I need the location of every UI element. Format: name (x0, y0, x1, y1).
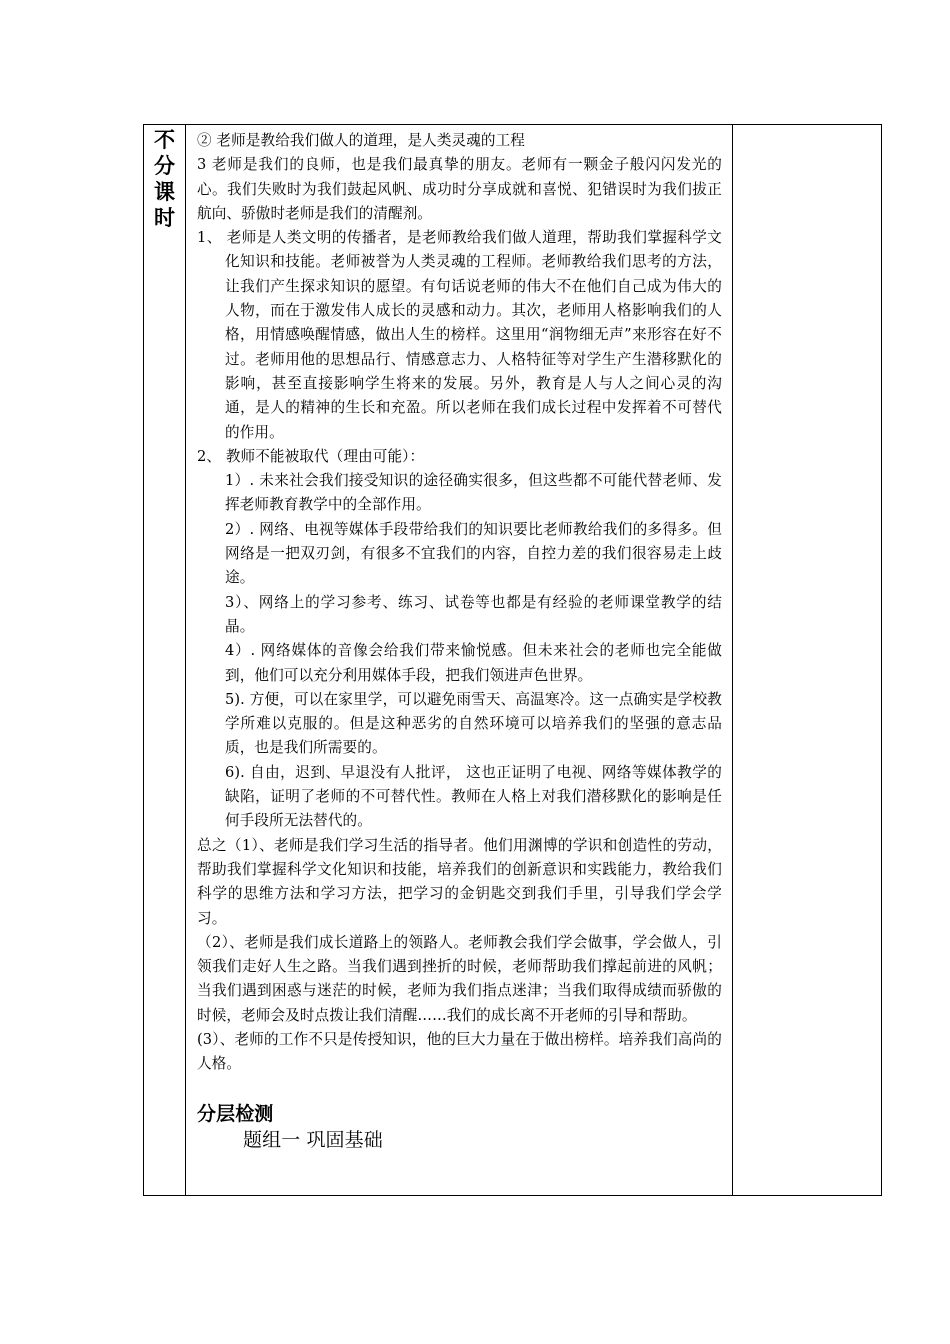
content-body (186, 125, 732, 1153)
summary-paragraph: （2）、老师是我们成长道路上的领路人。老师教会我们学会做事，学会做人，引领我们走好人生之路。当我们遇到挫折的时候，老师帮助我们撑起前进的风帆；当我们遇到困惑与迷茫的时候，老师为我们指点迷津；当我们取得成绩而骄傲的时候，老师会及时点拨让我们清醒……我们的成长离不开老师的引导和帮助。 (197, 933, 722, 1024)
summary-paragraph: (3）、老师的工作不只是传授知识，他的巨大力量在于做出榜样。培养我们高尚的人格。 (197, 1030, 722, 1073)
reason-item: 3）、网络上的学习参考、练习、试卷等也都是有经验的老师课堂教学的结晶。 (225, 593, 722, 635)
lesson-table (143, 124, 882, 1196)
numbered-item: 2、 教师不能被取代（理由可能）： (197, 447, 425, 465)
numbered-item: 1、 老师是人类文明的传播者，是老师教给我们做人道理，帮助我们掌握科学文化知识和技能。老师被誉为人类灵魂的工程师。老师教给我们思考的方法，让我们产生探求知识的愿望。有句话说老师的伟大不在他们自己成为伟大的人物，而在于激发伟人成长的灵感和动力。其次，老师用人格影响我们的人格，用情感唤醒情感，做出人生的榜样。这里用“润物细无声”来形容在好不过。老师用他的思想品行、情感意志力、人格特征等对学生产生潜移默化的影响，甚至直接影响学生将来的发展。另外，教育是人与人之间心灵的沟通，是人的精神的生长和充盈。所以老师在我们成长过程中发挥着不可替代的作用。 (197, 229, 722, 441)
summary-paragraph: 总之（1）、老师是我们学习生活的指导者。他们用渊博的学识和创造性的劳动，帮助我们掌握科学文化知识和技能，培养我们的创新意识和实践能力，教给我们科学的思维方法和学习方法，把学习的金钥匙交到我们手里，引导我们学会学习。 (197, 836, 722, 927)
side-label: 不分课时 (154, 128, 175, 230)
text-line: ② 老师是教给我们做人的道理，是人类灵魂的工程 (197, 132, 526, 149)
reason-item: 6). 自由，迟到、早退没有人批评， 这也正证明了电视、网络等媒体教学的缺陷，证明了老师的不可替代性。教师在人格上对我们潜移默化的影响是任何手段所无法替代的。 (225, 763, 722, 830)
notes-cell (733, 125, 882, 1196)
side-label-cell (144, 125, 186, 1196)
section-title: 分层检测 (197, 1102, 274, 1125)
reason-item: 2）. 网络、电视等媒体手段带给我们的知识要比老师教给我们的多得多。但网络是一把双刃剑，有很多不宜我们的内容，自控力差的我们很容易走上歧途。 (225, 520, 722, 587)
reason-item: 4）. 网络媒体的音像会给我们带来愉悦感。但未来社会的老师也完全能做到，他们可以充分利用媒体手段，把我们领进声色世界。 (225, 642, 722, 684)
table-row (144, 125, 882, 1196)
content-cell (186, 125, 733, 1196)
reason-item: 5). 方便，可以在家里学，可以避免雨雪天、高温寒冷。这一点确实是学校教学所难以克服的。但是这种恶劣的自然环境可以培养我们的坚强的意志品质，也是我们所需要的。 (225, 690, 722, 757)
reason-item: 1）. 未来社会我们接受知识的途径确实很多，但这些都不可能代替老师、发挥老师教育教学中的全部作用。 (225, 472, 722, 514)
text-paragraph: 3 老师是我们的良师，也是我们最真挚的朋友。老师有一颗金子般闪闪发光的心。我们失败时为我们鼓起风帆、成功时分享成就和喜悦、犯错误时为我们拔正航向、骄傲时老师是我们的清醒剂。 (197, 156, 722, 222)
subsection-title: 题组一 巩固基础 (243, 1128, 383, 1151)
blank-line (197, 1077, 722, 1101)
